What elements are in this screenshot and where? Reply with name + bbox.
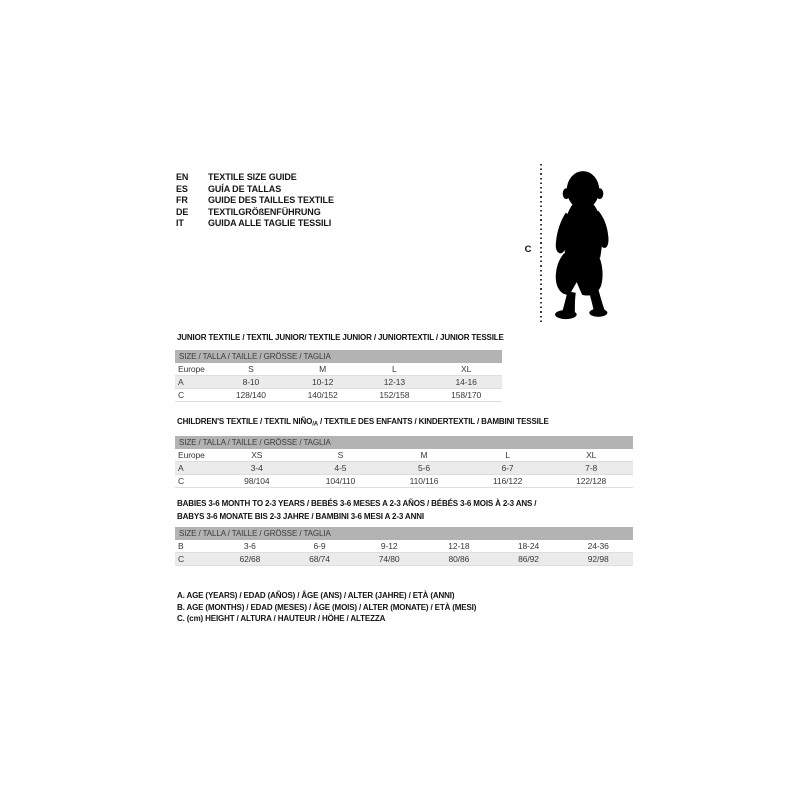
height-cell: 140/152 [307,390,338,400]
age-cell: 12-18 [448,541,470,551]
table-row-age-months [175,540,633,553]
size-cell: XL [461,364,472,374]
row-label: C [178,390,185,400]
row-label: C [178,554,185,564]
size-cell: L [392,364,397,374]
table-row-age [175,462,633,475]
language-row [176,184,334,196]
age-cell: 6-9 [313,541,326,551]
age-cell: 4-5 [334,463,347,473]
table-row-height [175,553,633,566]
babies-table-title [177,497,536,523]
toddler-silhouette-icon [546,164,620,328]
footnote-b: B. AGE (MONTHS) / EDAD (MESES) / ÂGE (MOIS) / ALTER (MONATE) / ETÀ (MESI) [177,602,477,612]
language-row [176,207,334,219]
children-size-table [175,436,633,488]
size-header-band: SIZE / TALLA / TAILLE / GRÖSSE / TAGLIA [175,436,633,449]
table-row-age [175,376,502,389]
language-row [176,195,334,207]
language-row [176,218,334,230]
language-code: IT [176,218,184,229]
height-cell: 110/116 [409,476,439,486]
row-label: B [178,541,184,551]
height-cell: 98/104 [244,476,270,486]
row-label: C [178,476,185,486]
table-row-europe [175,363,502,376]
height-cell: 152/158 [379,390,410,400]
table-row-europe [175,449,633,462]
height-cell: 80/86 [448,554,470,564]
title-subscript: /A [312,421,318,428]
size-cell: M [319,364,327,374]
age-cell: 5-6 [417,463,430,473]
height-cell: 104/110 [325,476,356,486]
height-cell: 116/122 [492,476,523,486]
table-row-height [175,475,633,488]
language-label: GUIDA ALLE TAGLIE TESSILI [208,218,332,229]
height-cell: 86/92 [518,554,539,564]
size-cell: M [420,450,428,460]
age-cell: 6-7 [501,463,514,473]
height-cell: 158/170 [451,390,482,400]
children-table-title: CHILDREN'S TEXTILE / TEXTIL $NIÑO_{/A}$ / TEXTILE DES ENFANTS / KINDERTEXTIL / BAMBINI TESSILE [177,417,549,428]
size-cell: XS [251,450,263,460]
age-cell: 3-4 [250,463,263,473]
table-row-height [175,389,502,402]
height-cell: 74/80 [378,554,400,564]
age-cell: 12-13 [383,377,405,387]
measure-label-c: C [524,244,532,255]
age-cell: 14-16 [455,377,477,387]
age-cell: 3-6 [243,541,256,551]
junior-table-title: JUNIOR TEXTILE / TEXTIL JUNIOR/ TEXTILE JUNIOR / JUNIORTEXTIL / JUNIOR TESSILE [177,333,504,342]
row-label: A [178,463,184,473]
language-code: ES [176,183,188,194]
height-cell: 62/68 [239,554,261,564]
language-label: TEXTILGRÖßENFÜHRUNG [208,206,321,217]
row-label: Europe [178,364,205,374]
language-code: DE [176,206,189,217]
age-cell: 24-36 [587,541,609,551]
footnotes [177,590,476,625]
footnote-a: A. AGE (YEARS) / EDAD (AÑOS) / ÂGE (ANS) / ALTER (JAHRE) / ETÀ (ANNI) [177,591,455,600]
height-cell: 122/128 [576,476,607,486]
size-cell: S [248,364,254,374]
height-cell: 68/74 [309,554,330,564]
size-cell: S [337,450,344,460]
age-cell: 18-24 [517,541,540,551]
row-label: Europe [178,450,205,460]
babies-size-table [175,527,633,566]
row-label: A [178,377,184,387]
height-cell: 92/98 [587,554,609,564]
language-header [176,172,334,230]
height-measure-dotted-line [540,164,542,325]
size-cell: XL [586,450,597,460]
age-cell: 8-10 [242,377,260,387]
babies-title-line1: BABIES 3-6 MONTH TO 2-3 YEARS / BEBÉS 3-6 MESES A 2-3 AÑOS / BÉBÉS 3-6 MOIS À 2-3 ANS / [177,499,537,508]
height-cell: 128/140 [235,390,266,400]
language-code: EN [176,172,189,182]
size-cell: L [505,450,510,460]
size-header-band: SIZE / TALLA / TAILLE / GRÖSSE / TAGLIA [175,350,502,363]
age-cell: 9-12 [380,541,398,551]
age-cell: 7-8 [585,463,598,473]
language-label: GUÍA DE TALLAS [208,183,282,194]
language-label: TEXTILE SIZE GUIDE [208,172,297,182]
language-code: FR [176,195,188,206]
language-row [176,172,334,184]
language-label: GUIDE DES TAILLES TEXTILE [208,195,334,206]
age-cell: 10-12 [312,377,334,387]
footnote-c: C. (cm) HEIGHT / ALTURA / HAUTEUR / HÖHE / ALTEZZA [177,614,386,623]
size-header-band: SIZE / TALLA / TAILLE / GRÖSSE / TAGLIA [175,527,633,540]
junior-size-table [175,350,502,402]
babies-title-line2: BABYS 3-6 MONATE BIS 2-3 JAHRE / BAMBINI 3-6 MESI A 2-3 ANNI [177,512,424,521]
